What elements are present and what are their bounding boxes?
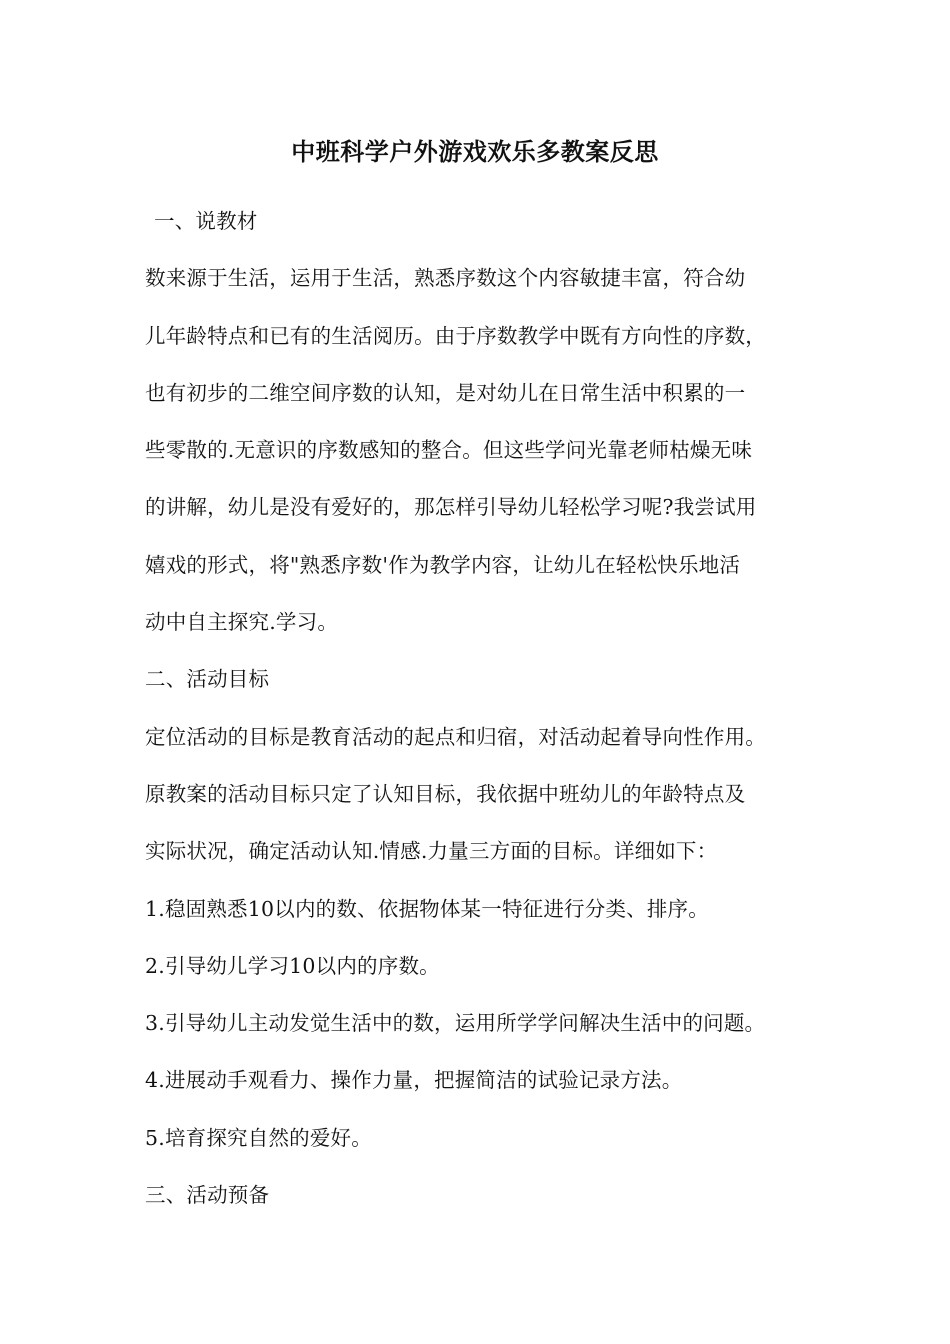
section-heading-textbook: 一、说教材 xyxy=(154,209,258,233)
paragraph-line: 定位活动的目标是教育活动的起点和归宿，对活动起着导向性作用。 xyxy=(145,724,766,749)
paragraph-line: 的讲解，幼儿是没有爱好的，那怎样引导幼儿轻松学习呢?我尝试用 xyxy=(145,495,757,520)
paragraph-line: 些零散的.无意识的序数感知的整合。但这些学问光靠老师枯燥无味 xyxy=(145,438,753,463)
goal-list-item: 4.进展动手观看力、操作力量，把握简洁的试验记录方法。 xyxy=(145,1068,683,1093)
section-heading-goals: 二、活动目标 xyxy=(145,667,270,692)
goal-list-item: 3.引导幼儿主动发觉生活中的数，运用所学学问解决生活中的问题。 xyxy=(145,1011,766,1036)
document-title: 中班科学户外游戏欢乐多教案反思 xyxy=(291,138,659,166)
paragraph-line: 实际状况，确定活动认知.情感.力量三方面的目标。详细如下： xyxy=(145,839,718,864)
goal-list-item: 5.培育探究自然的爱好。 xyxy=(145,1125,372,1150)
goal-list-item: 1.稳固熟悉10以内的数、依据物体某一特征进行分类、排序。 xyxy=(145,896,709,921)
goal-list-item: 2.引导幼儿学习10以内的序数。 xyxy=(145,953,440,978)
section-heading-preparation: 三、活动预备 xyxy=(145,1183,270,1208)
paragraph-line: 数来源于生活，运用于生活，熟悉序数这个内容敏捷丰富，符合幼 xyxy=(145,266,746,291)
paragraph-line: 嬉戏的形式，将"熟悉序数'作为教学内容，让幼儿在轻松快乐地活 xyxy=(145,552,741,577)
paragraph-line: 原教案的活动目标只定了认知目标，我依据中班幼儿的年龄特点及 xyxy=(145,781,746,806)
paragraph-line: 也有初步的二维空间序数的认知，是对幼儿在日常生活中积累的一 xyxy=(145,380,746,405)
document-body xyxy=(145,204,835,1235)
paragraph-line: 儿年龄特点和已有的生活阅历。由于序数教学中既有方向性的序数， xyxy=(145,323,766,348)
paragraph-line: 动中自主探究.学习。 xyxy=(145,610,339,635)
